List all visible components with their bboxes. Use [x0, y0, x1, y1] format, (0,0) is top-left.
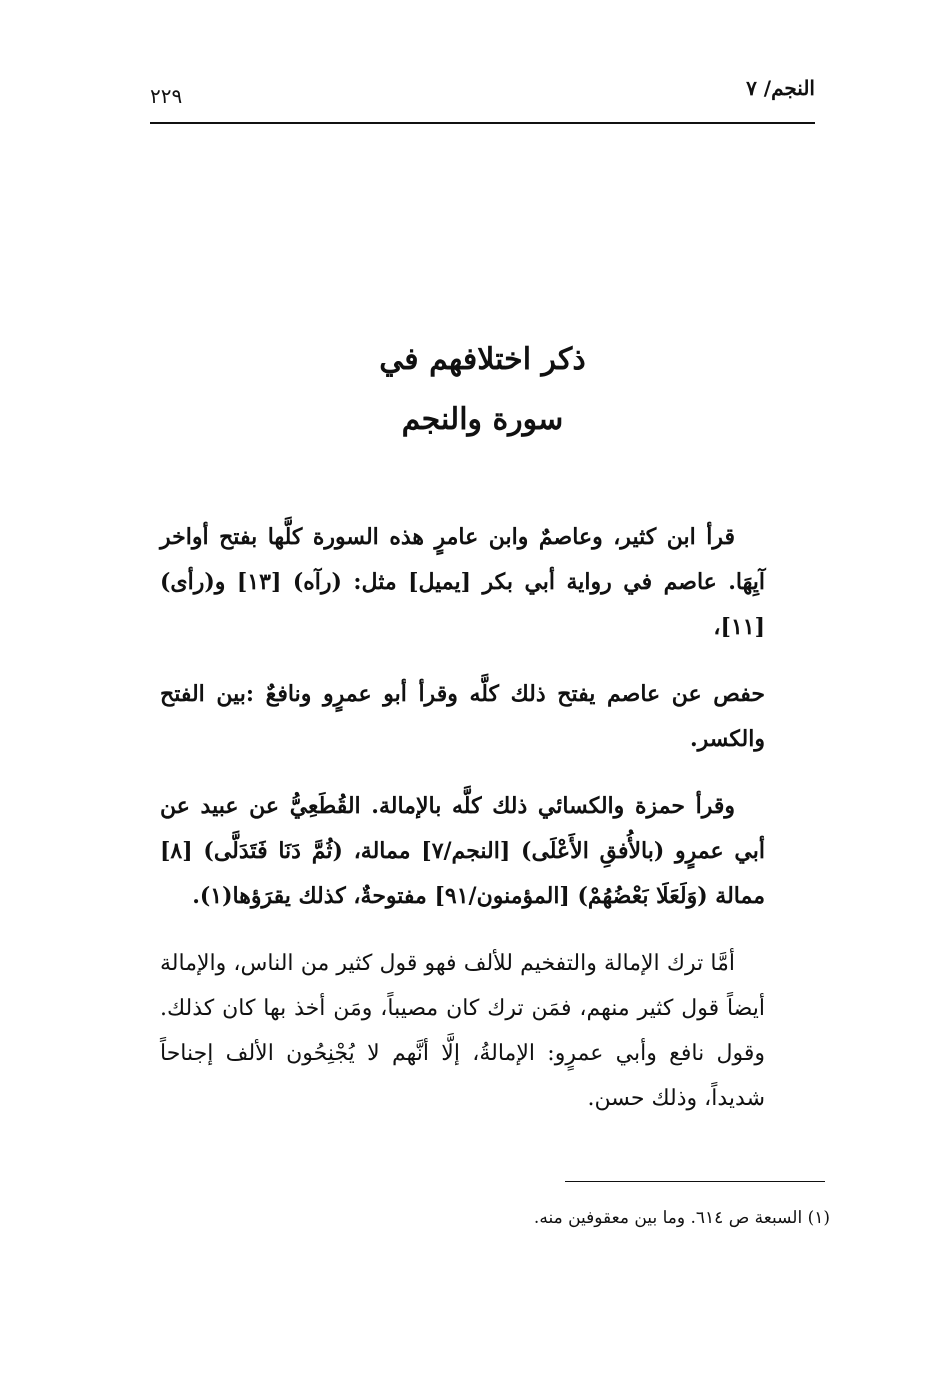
running-head	[150, 70, 815, 110]
footnote-rule	[565, 1181, 825, 1182]
body-text	[160, 515, 765, 1143]
footnote: (١) السبعة ص ٦١٤. وما بين معقوفين منه.	[533, 1208, 830, 1228]
paragraph-3	[160, 784, 765, 919]
surah-reference: النجم/ ٧	[746, 76, 815, 100]
paragraph-1-text: قرأ ابن كثير، وعاصمٌ وابن عامرٍ هذه السورة كلَّها بفتح أواخر آيِهَا. عاصم في رواية أبي بكر [يميل] مثل: (رآه) [١٣] و(رأى) [١١]،	[160, 524, 765, 640]
paragraph-3-text: وقرأ حمزة والكسائي ذلك كلَّه بالإمالة. القُطَعِيُّ عن عبيد عن أبي عمرٍو (بالأُفقِ الأَعْلَى) [النجم/٧] ممالة، (ثُمَّ دَنَا فَتَدَلَّى) [٨] ممالة (وَلَعَلَا بَعْضُهُمْ) [المؤمنون/٩١] مفتوحةٌ، كذلك يقرَؤها(١).	[160, 793, 765, 909]
paragraph-2	[160, 672, 765, 762]
paragraph-1	[160, 515, 765, 650]
page-number: ٢٢٩	[150, 84, 183, 108]
paragraph-4	[160, 941, 765, 1121]
paragraph-4-text: أمَّا ترك الإمالة والتفخيم للألف فهو قول كثير من الناس، والإمالة أيضاً قول كثير منهم، فمَن ترك كان مصيباً، ومَن أخذ بها كان كذلك. وقول نافع وأبي عمرٍو: الإمالةُ، إلَّا أنَّهم لا يُجْنِحُون الألف إجناحاً شديداً، وذلك حسن.	[160, 951, 765, 1111]
paragraph-2-text: حفص عن عاصم يفتح ذلك كلَّه وقرأ أبو عمرٍو ونافعٌ :بين الفتح والكسر.	[160, 681, 765, 752]
header-rule	[150, 122, 815, 124]
chapter-title-line-1: ذكر اختلافهم في	[379, 342, 586, 377]
chapter-title-line-2: سورة والنجم	[401, 402, 564, 437]
chapter-title	[150, 330, 815, 450]
